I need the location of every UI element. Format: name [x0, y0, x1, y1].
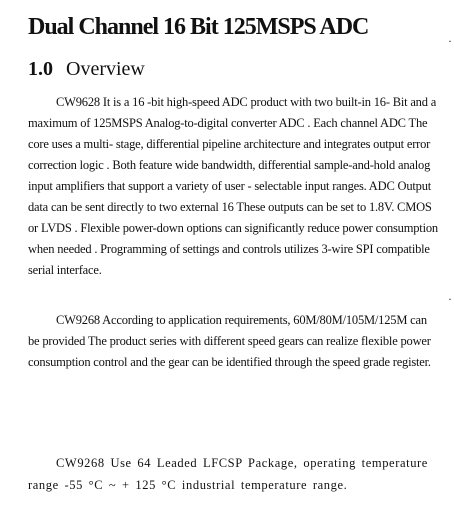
document-title: Dual Channel 16 Bit 125MSPS ADC [28, 14, 369, 40]
page-edge-mark: · [448, 292, 452, 306]
overview-paragraph-2: CW9268 According to application requirements, 60M/80M/105M/125M can be provided The product series with different speed gears can realize flexible power consumption control and the gear can be identified through the speed grade register. [28, 313, 431, 369]
section-title: Overview [66, 58, 145, 80]
page-edge-mark: · [448, 34, 452, 48]
overview-paragraph-1: CW9628 It is a 16 -bit high-speed ADC product with two built-in 16- Bit and a maximum of 125MSPS Analog-to-digital converter ADC . Each channel ADC The core uses a multi- stage, differential pipeline architecture and integrates output error correction logic . Both feature wide bandwidth, differential sample-and-hold analog input amplifiers that support a variety of user - selectable input ranges. ADC Output data can be sent directly to two external 16 These outputs can be set to 1.8V. CMOS or LVDS . Flexible power-down options can significantly reduce power consumption when needed . Programming of settings and controls utilizes 3-wire SPI compatible serial interface. [28, 95, 438, 277]
overview-paragraph-3: CW9268 Use 64 Leaded LFCSP Package, operating temperature range -55 °C ~ + 125 °C industrial temperature range. [28, 456, 428, 492]
section-heading [28, 58, 145, 81]
section-number: 1.0 [28, 58, 53, 80]
